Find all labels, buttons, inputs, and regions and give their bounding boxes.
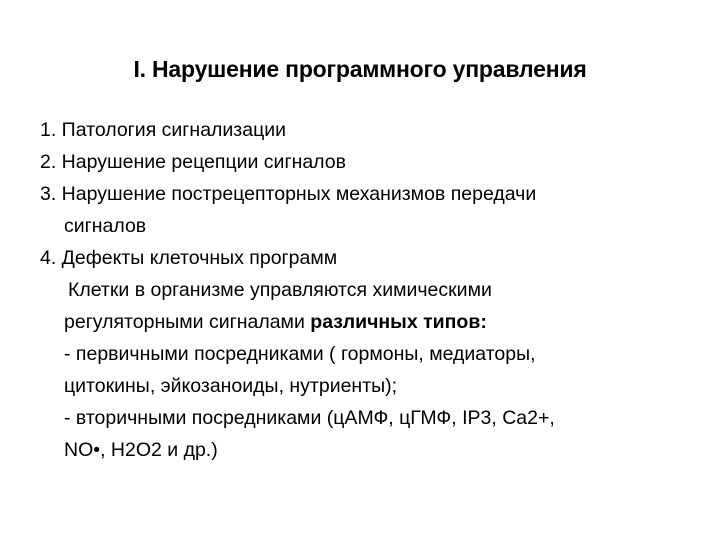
bullet-secondary-line-2: NO•, Н2О2 и др.) bbox=[64, 439, 218, 461]
list-item-2: 2. Нарушение рецепции сигналов bbox=[40, 151, 346, 173]
slide-title: I. Нарушение программного управления bbox=[133, 56, 587, 82]
bullet-primary-line-2: цитокины, эйкозаноиды, нутриенты); bbox=[64, 375, 398, 397]
paragraph-line-2 bbox=[40, 306, 680, 338]
bullet-primary-line-1: - первичными посредниками ( гормоны, медиаторы, bbox=[64, 343, 536, 365]
bullet-secondary-line-1: - вторичными посредниками (цАМФ, цГМФ, IP3, Ca2+, bbox=[64, 407, 555, 429]
list-item-3-continuation: сигналов bbox=[64, 215, 147, 237]
list-item-1: 1. Патология сигнализации bbox=[40, 119, 287, 141]
paragraph-bold-text: различных типов: bbox=[310, 311, 487, 333]
paragraph-text: регуляторными сигналами bbox=[64, 311, 311, 333]
slide-content bbox=[40, 114, 680, 466]
list-item-4: 4. Дефекты клеточных программ bbox=[40, 247, 338, 269]
paragraph-line-1: Клетки в организме управляются химическими bbox=[68, 279, 492, 301]
list-item-3: 3. Нарушение пострецепторных механизмов передачи bbox=[40, 183, 537, 205]
